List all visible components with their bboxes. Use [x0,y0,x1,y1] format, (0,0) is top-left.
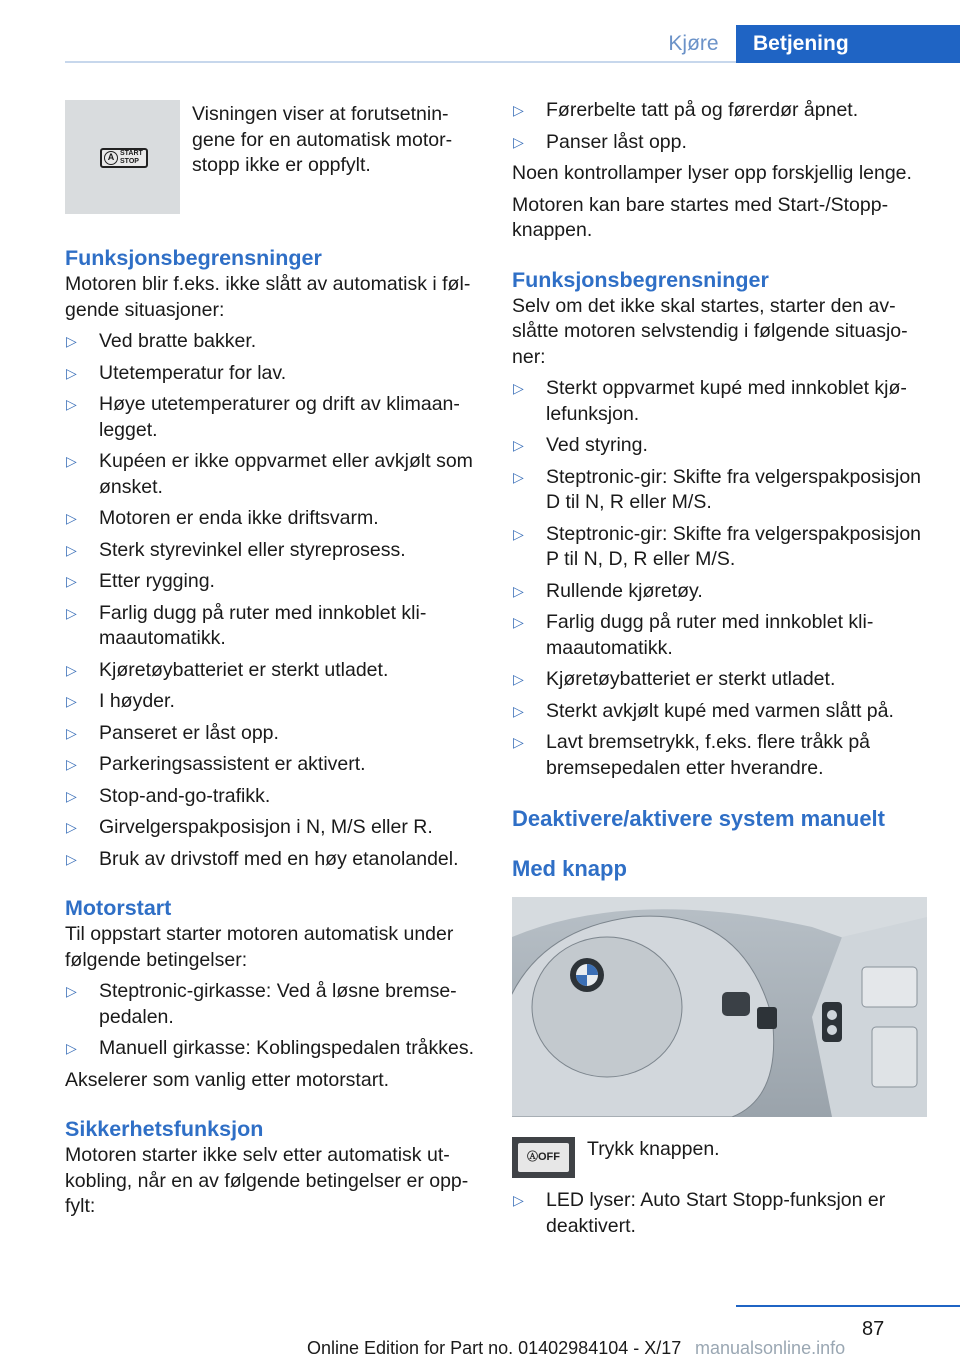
bullet-triangle-icon: ▷ [513,734,524,750]
bullet-triangle-icon: ▷ [513,582,524,599]
bullet-triangle-icon: ▷ [513,671,524,687]
list-item: ▷ Steptronic-gir: Skifte fra velgerspakposisjon P til N, D, R eller M/S. [513,522,922,570]
watermark: manualsonline.info [695,1338,846,1358]
list-item: ▷ Utetemperatur for lav. [65,361,480,387]
bullet-triangle-icon: ▷ [66,453,77,469]
bullet-triangle-icon: ▷ [513,614,524,630]
section-title-med-knapp: Med knapp [512,856,627,881]
dashboard-photo [512,897,927,1117]
left-column [65,100,480,1220]
bullet-triangle-icon: ▷ [513,102,524,118]
section-intro: Motoren starter ikke selv etter automatisk utkobling, når en av følgende betingelser er oppfylt: [65,1144,469,1217]
section-title-funksjonsbegrensninger-2: Funksjonsbegrensninger [512,267,769,292]
section-intro: Selv om det ikke skal startes, starter den avslåtte motoren selvstendig i følgende situasjoner: [512,294,908,368]
list-item: ▷ Farlig dugg på ruter med innkoblet klimaautomatikk. [66,601,427,649]
list-item: ▷ Stop-and-go-trafikk. [65,784,480,810]
autostart-list [512,376,927,781]
limitations-list [65,329,480,872]
list-item: ▷ Farlig dugg på ruter med innkoblet klimaautomatikk. [513,611,874,659]
list-item: ▷ Motoren er enda ikke driftsvarm. [65,506,480,532]
header-rule [65,61,736,63]
list-item: ▷ Sterkt oppvarmet kupé med innkoblet kjølefunksjon. [513,377,907,425]
paragraph: Motoren kan bare startes med Start-/Stopp-knappen. [512,193,889,241]
section-title-sikkerhetsfunksjon: Sikkerhetsfunksjon [65,1117,264,1141]
start-stop-indicator-image [65,100,180,214]
list-item: ▷ Steptronic-girkasse: Ved å løsne bremsepedalen. [66,980,457,1028]
list-item: ▷ Sterkt avkjølt kupé med varmen slått på. [512,699,927,725]
section-intro: Motoren blir f.eks. ikke slått av automatisk i følgende situasjoner: [65,273,471,321]
list-item: ▷ Ved styring. [512,433,927,459]
list-item: ▷ Førerbelte tatt på og førerdør åpnet. [512,98,927,124]
list-item: ▷ Sterk styrevinkel eller styreprosess. [65,538,480,564]
bullet-triangle-icon: ▷ [66,1040,77,1056]
bullet-triangle-icon: ▷ [66,333,77,349]
list-item: ▷ Girvelgerspakposisjon i N, M/S eller R. [65,815,480,841]
bullet-triangle-icon: ▷ [66,573,77,589]
right-column [512,100,927,1239]
bullet-triangle-icon: ▷ [66,604,77,621]
list-item: ▷ Bruk av drivstoff med en høy etanolandel. [65,847,480,873]
bullet-triangle-icon: ▷ [513,702,524,719]
bullet-triangle-icon: ▷ [66,724,77,741]
bullet-triangle-icon: ▷ [66,364,77,381]
bullet-triangle-icon: ▷ [513,468,524,485]
edition-note: Online Edition for Part no. 01402984104 - X/17 [307,1338,682,1358]
start-stop-icon: A START STOP [100,148,148,168]
list-item: ▷ Panseret er låst opp. [65,721,480,747]
list-item: ▷ Ved bratte bakker. [65,329,480,355]
section-title-deaktivere: Deaktivere/aktivere system manuelt [512,806,885,831]
section-title-funksjonsbegrensninger: Funksjonsbegrensninger [65,246,322,270]
icon-caption: Visningen viser at forutsetningene for en automatisk motorstopp ikke er oppfylt. [192,103,453,176]
motorstart-outro: Akselerer som vanlig etter motorstart. [65,1068,390,1091]
safety-list [512,98,927,155]
header-tab-betjening[interactable]: Betjening [736,25,960,63]
bullet-triangle-icon: ▷ [66,819,77,835]
list-item: ▷ Etter rygging. [65,569,480,595]
bullet-triangle-icon: ▷ [513,380,524,396]
page-number: 87 [862,1318,885,1340]
footer-rule [736,1305,960,1307]
bullet-triangle-icon: ▷ [66,693,77,709]
list-item: ▷ Kjøretøybatteriet er sterkt utladet. [512,667,927,693]
list-item: ▷ LED lyser: Auto Start Stopp-funksjon er deaktivert. [513,1189,886,1237]
section-intro: Til oppstart starter motoren automatisk under følgende betingelser: [65,923,454,971]
list-item: ▷ Steptronic-gir: Skifte fra velgerspakposisjon D til N, R eller M/S. [513,465,922,513]
list-item: ▷ Panser låst opp. [512,130,927,156]
bullet-triangle-icon: ▷ [66,787,77,804]
icon-block [65,100,480,214]
bullet-triangle-icon: ▷ [66,510,77,526]
bullet-triangle-icon: ▷ [66,756,77,772]
list-item: ▷ Manuell girkasse: Koblingspedalen tråkkes. [65,1036,480,1062]
bullet-triangle-icon: ▷ [513,1192,524,1208]
bullet-triangle-icon: ▷ [513,437,524,453]
motorstart-list [65,979,480,1062]
paragraph: Noen kontrollamper lyser opp forskjellig lenge. [512,162,912,184]
list-item: ▷ Kupéen er ikke oppvarmet eller avkjølt som ønsket. [66,450,473,498]
list-item: ▷ Høye utetemperaturer og drift av klimaanlegget. [66,393,460,441]
list-item: ▷ Lavt bremsetrykk, f.eks. flere tråkk på bremsepedalen etter hverandre. [513,731,871,779]
led-list [512,1188,927,1239]
header-tab-kjore[interactable]: Kjøre [668,32,719,55]
button-block [512,1137,927,1178]
bullet-triangle-icon: ▷ [66,541,77,558]
list-item: ▷ I høyder. [65,689,480,715]
list-item: ▷ Rullende kjøretøy. [512,579,927,605]
bullet-triangle-icon: ▷ [66,396,77,412]
auto-start-stop-button-icon: ⒶOFF [512,1137,575,1178]
bullet-triangle-icon: ▷ [66,661,77,678]
bullet-triangle-icon: ▷ [66,983,77,999]
list-item: ▷ Kjøretøybatteriet er sterkt utladet. [65,658,480,684]
list-item: ▷ Parkeringsassistent er aktivert. [65,752,480,778]
section-title-motorstart: Motorstart [65,896,172,920]
bullet-triangle-icon: ▷ [513,525,524,542]
button-caption: Trykk knappen. [587,1138,720,1160]
bullet-triangle-icon: ▷ [513,133,524,150]
bullet-triangle-icon: ▷ [66,850,77,867]
